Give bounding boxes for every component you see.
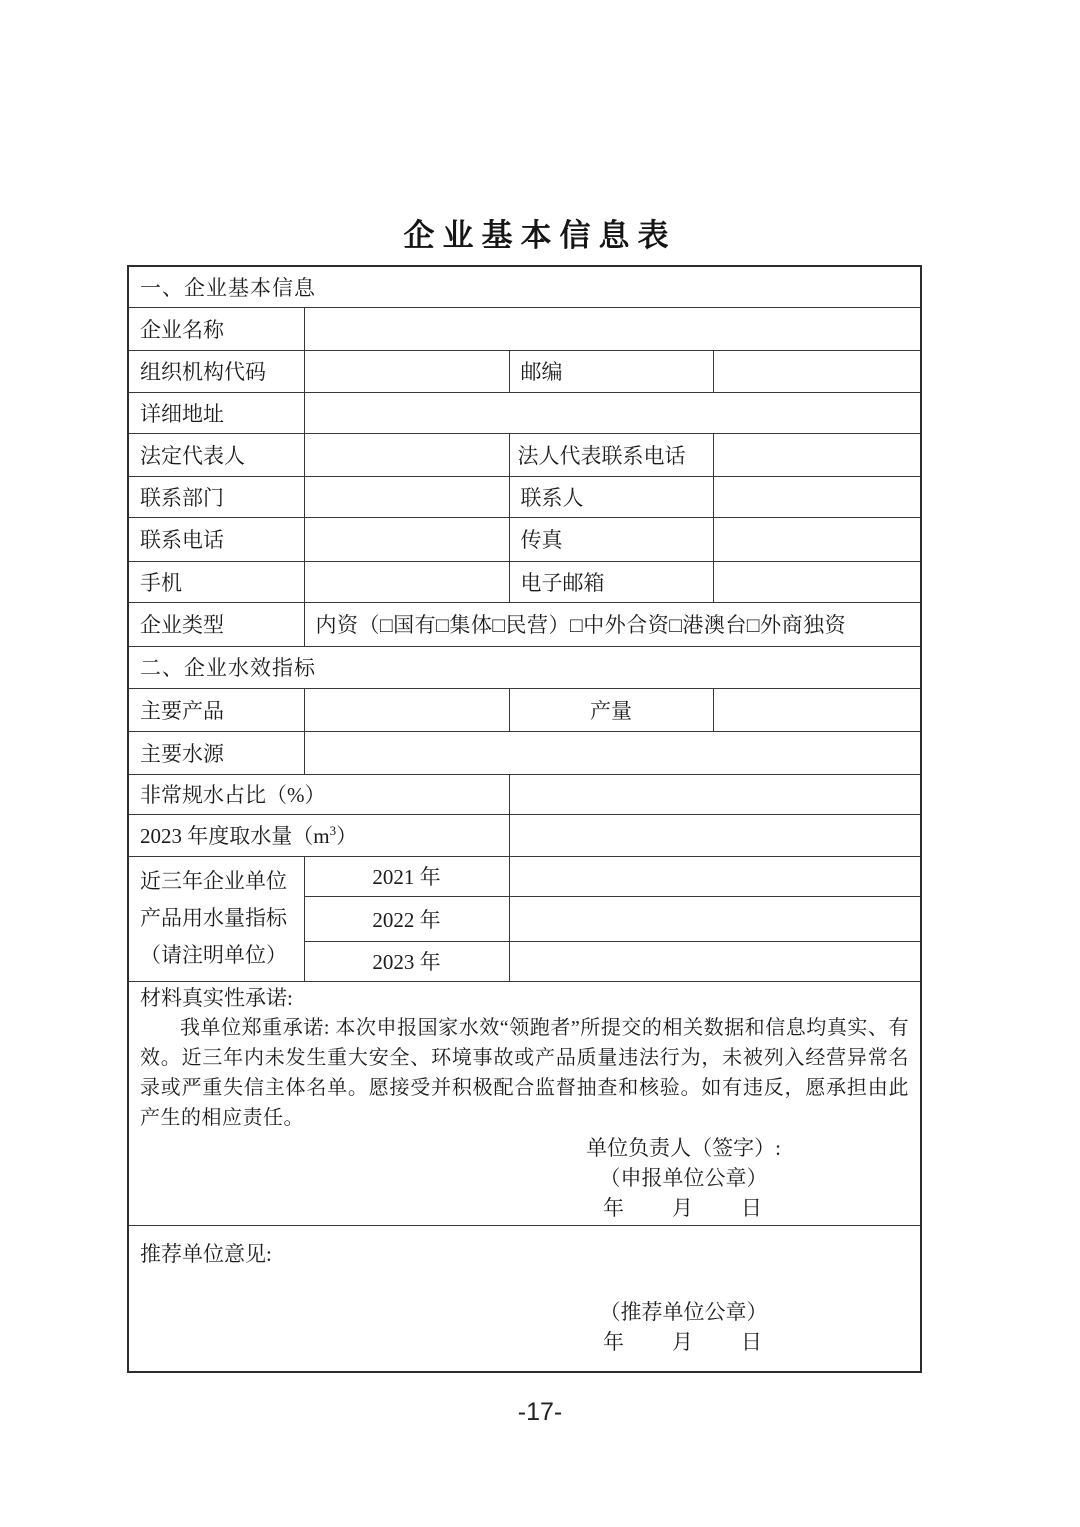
email-value-cell [713,561,921,602]
postal-code-value-cell [713,350,921,392]
water-intake-label: 2023 年度取水量$(m^3)$ [128,814,509,856]
unconventional-water-label: 非常规水占比（%） [128,774,509,814]
section-2-header-row [128,646,921,688]
contact-phone-label: 联系电话 [128,517,304,561]
recommendation-row [128,1225,921,1372]
year-2023-label: 2023 年 [304,941,509,981]
applicant-seal-label: （申报单位公章） [599,1165,768,1190]
output-label: 产量 [509,688,713,731]
water-source-label: 主要水源 [128,731,304,774]
recommendation-cell [128,1225,921,1372]
org-code-label: 组织机构代码 [128,350,304,392]
contact-dept-row [128,476,921,517]
recommendation-date-line: 年 月 日 [603,1329,764,1354]
address-row [128,392,921,433]
page-number: -17- [517,1398,563,1426]
main-product-value-cell [304,688,509,731]
year-2022-label: 2022 年 [304,896,509,941]
legal-rep-row [128,433,921,476]
mobile-label: 手机 [128,561,304,602]
mobile-value-cell [304,561,509,602]
water-intake-row [128,814,921,856]
contact-person-label: 联系人 [509,476,713,517]
enterprise-info-table [127,265,922,1373]
water-intake-value-cell [509,814,921,856]
company-name-label: 企业名称 [128,307,304,350]
water-index-2021-row [128,856,921,896]
address-value-cell [304,392,921,433]
contact-phone-value-cell [304,517,509,561]
three-year-index-label: 近三年企业单位 产品用水量指标 （请注明单位） [128,856,304,981]
main-product-row [128,688,921,731]
year-2021-value-cell [509,856,921,896]
commitment-row [128,981,921,1225]
section-1-header-row [128,266,921,307]
commitment-signature-block [576,1133,791,1223]
contact-dept-value-cell [304,476,509,517]
signer-label: 单位负责人（签字）: [586,1135,781,1160]
year-2022-value-cell [509,896,921,941]
company-type-label: 企业类型 [128,602,304,646]
water-source-value-cell [304,731,921,774]
commitment-date-line: 年 月 日 [603,1195,764,1220]
company-type-options: 内资（□国有□集体□民营）□中外合资□港澳台□外商独资 [304,602,921,646]
company-name-value-cell [304,307,921,350]
legal-rep-phone-value-cell [713,433,921,476]
legal-rep-label: 法定代表人 [128,433,304,476]
commitment-body: 我单位郑重承诺: 本次申报国家水效“领跑者”所提交的相关数据和信息均真实、有效。近三年内未发生重大安全、环境事故或产品质量违法行为，未被列入经营异常名录或严重失信主体名单。愿接受并积极配合监督抽查和核验。如有违反，愿承担由此产生的相应责任。 [140,1016,909,1129]
contact-person-value-cell [713,476,921,517]
email-label: 电子邮箱 [509,561,713,602]
water-source-row [128,731,921,774]
commitment-title: 材料真实性承诺: [140,985,293,1010]
company-name-row [128,307,921,350]
legal-rep-phone-label: 法人代表联系电话 [509,433,713,476]
contact-phone-row [128,517,921,561]
fax-label: 传真 [509,517,713,561]
fax-value-cell [713,517,921,561]
unconventional-water-row [128,774,921,814]
legal-rep-value-cell [304,433,509,476]
org-code-value-cell [304,350,509,392]
main-product-label: 主要产品 [128,688,304,731]
org-code-row [128,350,921,392]
cubic-meter-superscript: 3 [329,823,337,838]
page-title: 企业基本信息表 [403,218,677,253]
commitment-cell [128,981,921,1225]
recommender-seal-label: （推荐单位公章） [599,1299,768,1324]
section-1-header: 一、企业基本信息 [128,266,921,307]
company-type-row [128,602,921,646]
postal-code-label: 邮编 [509,350,713,392]
contact-dept-label: 联系部门 [128,476,304,517]
section-2-header: 二、企业水效指标 [128,646,921,688]
address-label: 详细地址 [128,392,304,433]
output-value-cell [713,688,921,731]
unconventional-water-value-cell [509,774,921,814]
recommendation-title: 推荐单位意见: [140,1241,272,1266]
year-2021-label: 2021 年 [304,856,509,896]
year-2023-value-cell [509,941,921,981]
mobile-row [128,561,921,602]
recommendation-signature-block [576,1297,791,1357]
